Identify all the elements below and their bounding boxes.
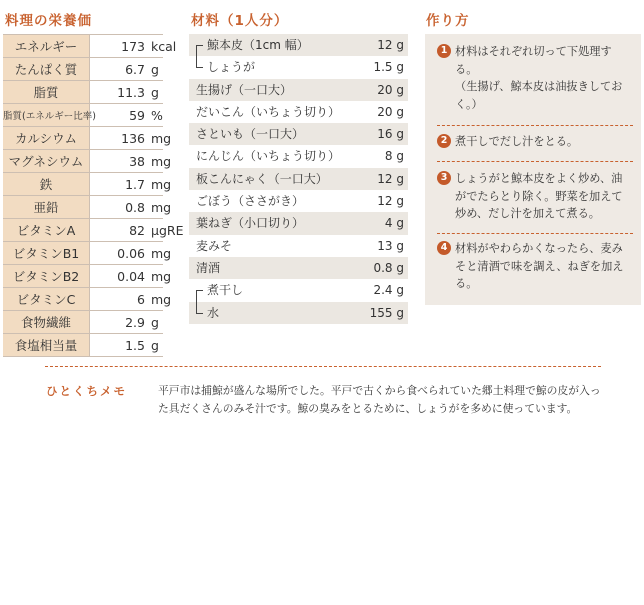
ingredient-amount: 4 g	[384, 216, 404, 231]
table-row	[3, 219, 163, 242]
ingredient-row	[189, 302, 408, 324]
ingredient-amount: 155 g	[369, 305, 404, 320]
ingredient-amount: 12 g	[377, 38, 404, 52]
steps-panel	[425, 34, 641, 305]
nutrition-value: 6	[137, 291, 145, 307]
nutrition-unit: g	[151, 337, 159, 353]
ingredient-name: だいこん（いちょう切り）	[196, 104, 341, 119]
step-divider	[437, 125, 633, 126]
ingredient-row	[189, 34, 408, 56]
steps-heading: 作り方	[426, 13, 470, 29]
memo-text: 平戸市は捕鯨が盛んな場所でした。平戸で古くから食べられていた郷土料理で鯨の皮が入った具だくさんのみそ汁です。鯨の臭みをとるために、しょうがを多めに使っています。	[158, 384, 601, 415]
group-bracket	[196, 56, 203, 68]
nutrition-label: マグネシウム	[3, 150, 90, 173]
memo-divider	[45, 366, 601, 367]
nutrition-label: カルシウム	[3, 127, 90, 150]
nutrition-value: 38	[129, 153, 145, 169]
step-item	[437, 133, 633, 151]
ingredient-row	[189, 190, 408, 212]
ingredient-amount: 0.8 g	[373, 260, 404, 275]
nutrition-label: ビタミンA	[3, 219, 90, 242]
ingredient-row	[189, 212, 408, 234]
step-item	[437, 240, 633, 293]
ingredient-name: 葉ねぎ（小口切り）	[196, 216, 305, 231]
table-row	[3, 196, 163, 219]
nutrition-unit: mg	[151, 153, 172, 169]
table-row	[3, 150, 163, 173]
step-divider	[437, 233, 633, 234]
nutrition-value: 0.06	[117, 245, 145, 261]
step-item	[437, 170, 633, 223]
ingredient-row	[189, 168, 408, 190]
nutrition-unit: g	[151, 61, 159, 77]
ingredient-name: にんじん（いちょう切り）	[196, 149, 341, 164]
nutrition-label: たんぱく質	[3, 58, 90, 81]
step-divider	[437, 161, 633, 162]
step-text: 材料がやわらかくなったら、麦みそと清酒で味を調え、ねぎを加える。	[455, 242, 624, 290]
step-text: 煮干しでだし汁をとる。	[455, 135, 579, 148]
group-bracket	[196, 302, 203, 314]
step-text: しょうがと鯨本皮をよく炒め、油がでたらとり除く。野菜を加えて炒め、だし汁を加えて煮る。	[455, 172, 623, 220]
ingredient-row	[189, 279, 408, 301]
nutrition-value: 0.8	[125, 199, 145, 215]
nutrition-label: エネルギー	[3, 35, 90, 58]
nutrition-value: 59	[129, 107, 145, 123]
ingredient-amount: 2.4 g	[373, 283, 404, 298]
table-row	[3, 288, 163, 311]
nutrition-value: 11.3	[117, 84, 145, 100]
nutrition-label: ビタミンC	[3, 288, 90, 311]
nutrition-value: 1.7	[125, 176, 145, 192]
table-row	[3, 35, 163, 58]
ingredient-name: 鯨本皮（1cm 幅）	[207, 38, 309, 52]
table-row	[3, 334, 163, 357]
ingredient-amount: 1.5 g	[373, 60, 404, 75]
ingredients-list	[189, 34, 408, 324]
table-row	[3, 104, 163, 127]
ingredient-amount: 12 g	[377, 171, 404, 186]
step-item	[437, 43, 633, 113]
step-number-badge: 1	[437, 44, 451, 58]
nutrition-unit: mg	[151, 245, 172, 261]
step-text: 材料はそれぞれ切って下処理する。 （生揚げ、鯨本皮は油抜きしておく。）	[455, 45, 623, 111]
ingredient-amount: 8 g	[384, 149, 404, 164]
nutrition-value: 1.5	[125, 337, 145, 353]
ingredient-row	[189, 79, 408, 101]
nutrition-label: 亜鉛	[3, 196, 90, 219]
ingredient-name: しょうが	[207, 60, 256, 75]
ingredient-name: 煮干し	[207, 283, 244, 298]
step-number-badge: 2	[437, 134, 451, 148]
memo-heading: ひとくちメモ	[46, 384, 127, 398]
ingredient-name: ごぼう（ささがき）	[196, 194, 305, 209]
ingredient-amount: 20 g	[377, 104, 404, 119]
nutrition-unit: g	[151, 84, 159, 100]
nutrition-unit: kcal	[151, 38, 177, 54]
nutrition-heading: 料理の栄養価	[5, 13, 92, 29]
nutrition-value: 173	[121, 38, 145, 54]
nutrition-unit: mg	[151, 176, 172, 192]
ingredient-name: 麦みそ	[196, 238, 233, 253]
nutrition-label: ビタミンB2	[3, 265, 90, 288]
nutrition-label: 脂質(エネルギー比率)	[3, 104, 90, 127]
nutrition-unit: %	[151, 107, 163, 123]
nutrition-unit: μgRE	[151, 222, 184, 238]
nutrition-label: 鉄	[3, 173, 90, 196]
step-number-badge: 4	[437, 241, 451, 255]
group-bracket	[196, 45, 203, 56]
ingredient-row	[189, 257, 408, 279]
nutrition-unit: g	[151, 314, 159, 330]
group-bracket	[196, 290, 203, 301]
table-row	[3, 127, 163, 150]
table-row	[3, 242, 163, 265]
ingredient-row	[189, 235, 408, 257]
ingredient-row	[189, 101, 408, 123]
nutrition-label: 脂質	[3, 81, 90, 104]
ingredients-heading: 材料（1人分）	[191, 13, 289, 29]
ingredient-amount: 20 g	[377, 82, 404, 97]
ingredient-name: 生揚げ（一口大）	[196, 82, 293, 97]
ingredient-row	[189, 123, 408, 145]
nutrition-label: 食物繊維	[3, 311, 90, 334]
table-row	[3, 81, 163, 104]
ingredient-name: 清酒	[196, 260, 221, 275]
ingredient-name: 水	[207, 305, 220, 320]
ingredient-amount: 13 g	[377, 238, 404, 253]
nutrition-table	[3, 34, 184, 357]
nutrition-unit: mg	[151, 199, 172, 215]
ingredient-name: 板こんにゃく（一口大）	[196, 171, 328, 186]
ingredient-amount: 16 g	[377, 127, 404, 142]
ingredient-row	[189, 145, 408, 167]
nutrition-value: 0.04	[117, 268, 145, 284]
nutrition-unit: mg	[151, 130, 172, 146]
ingredient-amount: 12 g	[377, 194, 404, 209]
nutrition-label: 食塩相当量	[3, 334, 90, 357]
nutrition-label: ビタミンB1	[3, 242, 90, 265]
nutrition-value: 82	[129, 222, 145, 238]
ingredient-name: さといも（一口大）	[196, 127, 305, 142]
table-row	[3, 58, 163, 81]
nutrition-value: 136	[121, 130, 145, 146]
table-row	[3, 265, 163, 288]
nutrition-value: 6.7	[125, 61, 145, 77]
nutrition-unit: mg	[151, 268, 172, 284]
table-row	[3, 173, 163, 196]
nutrition-unit: mg	[151, 291, 172, 307]
step-number-badge: 3	[437, 171, 451, 185]
nutrition-value: 2.9	[125, 314, 145, 330]
ingredient-row	[189, 56, 408, 78]
table-row	[3, 311, 163, 334]
